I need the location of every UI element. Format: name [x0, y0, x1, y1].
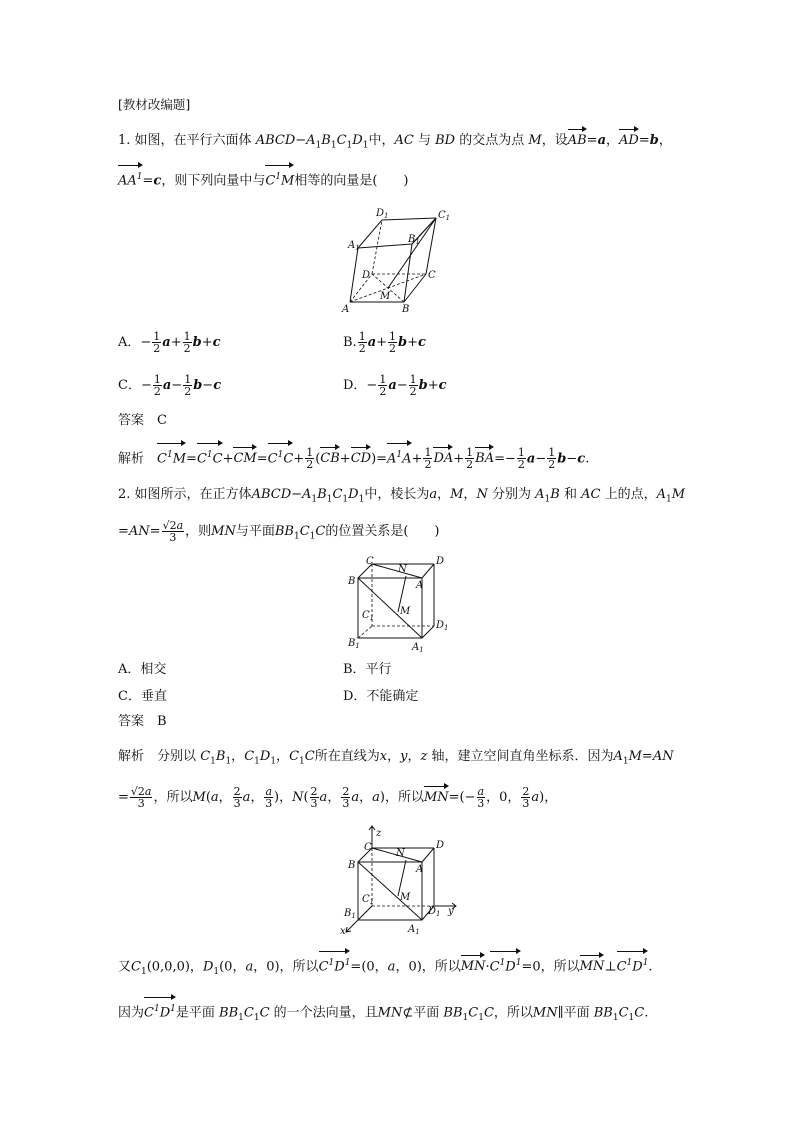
svg-text:B: B [348, 860, 356, 871]
q2-analysis-line3: 又$C_1(0,0,0)$，$D_1(0$，a，0)，所以$C^1D^1=(0$，a，0)，所以$MN\cdot C^1D^1=0$，所以$MN\perp C^1D^1$. [118, 954, 653, 981]
svg-text:A1: $A_1$ [412, 642, 424, 652]
q1-option-B[interactable]: B. $\frac{1}{2}$ a+ $\frac{1}{2}$ b+c [343, 330, 426, 355]
q1-answer-value: C [157, 413, 167, 428]
q1-stem-line2: $AA^1=c$，则下列向量中与$C^1M$相等的向量是( ) [118, 168, 409, 190]
svg-text:D: D [436, 556, 445, 567]
q2-option-A[interactable]: A．相交 [118, 662, 167, 677]
svg-text:D1: $D_1$ [376, 208, 389, 220]
svg-text:D1: $D_1$ [436, 620, 449, 632]
svg-text:M: M [400, 606, 411, 617]
q1-option-C[interactable]: C．− $\frac{1}{2}$ a− $\frac{1}{2}$ b−c [118, 373, 222, 398]
svg-text:N: N [398, 564, 407, 575]
svg-text:D: D [362, 270, 371, 281]
svg-text:x: x [340, 926, 346, 936]
q1-answer: 答案 C [118, 413, 167, 428]
parallelepiped-figure [340, 204, 460, 318]
svg-text:C: C [366, 556, 374, 567]
svg-text:N: N [396, 848, 405, 859]
svg-text:B1: $B_1$ [348, 638, 360, 650]
q2-option-B[interactable]: B．平行 [343, 662, 392, 677]
svg-text:B1: $B_1$ [408, 234, 420, 246]
svg-text:M: M [400, 892, 411, 903]
svg-text:C: C [428, 270, 436, 281]
cube-figure [346, 556, 456, 652]
q2-number: 2. [118, 487, 131, 502]
svg-text:D1: $D_1$ [428, 906, 441, 918]
cube-coordinate-figure [336, 824, 466, 936]
svg-text:B1: $B_1$ [344, 908, 356, 920]
q2-analysis-line4: 因为$C^1D^1$是平面 $BB_1C_1C$ 的一个法向量，且MN⊄平面 $BB_1C_1C$，所以MN∥平面 $BB_1C_1C$. [118, 1000, 648, 1027]
svg-text:A: A [416, 864, 424, 875]
svg-text:B: B [402, 304, 410, 315]
q1-number: 1. [118, 133, 131, 148]
section-tag: [教材改编题] [118, 97, 191, 112]
svg-text:z: z [376, 828, 382, 839]
q1-option-A[interactable]: A．− $\frac{1}{2}$ a+ $\frac{1}{2}$ b+c [118, 330, 221, 355]
q2-stem-line1: 2. 如图所示，在正方体$ABCD-A_1B_1C_1D_1$中，棱长为a，M，N 分别为 $A_1B$ 和 AC 上的点，$A_1M$ [118, 487, 686, 505]
svg-text:D: D [436, 840, 445, 851]
svg-text:A1: $A_1$ [348, 240, 360, 252]
svg-text:y: y [448, 906, 454, 917]
svg-text:C1: $C_1$ [362, 610, 375, 622]
svg-text:M: M [380, 291, 391, 302]
svg-text:B: B [348, 576, 356, 587]
svg-text:C1: $C_1$ [362, 894, 375, 906]
svg-text:A: A [416, 580, 424, 591]
q1-option-D[interactable]: D．− $\frac{1}{2}$ a− $\frac{1}{2}$ b+c [343, 373, 447, 398]
q2-stem-line2: =AN= $\frac{√2a}{3}$ ，则MN与平面$BB_1C_1C$的位置关系是( ) [118, 519, 440, 544]
q2-analysis-line2: = $\frac{√2a}{3}$ ，所以M(a， $\frac{2}{3}$ a， $\frac{a}{3}$ )，N( $\frac{2}{3}$ a， $\frac{2}{3}$ a，a)，所以MN=(− $\frac{a}{3}$ ，0， $\frac{2}{3}$ a)， [118, 785, 558, 810]
q2-option-D[interactable]: D．不能确定 [343, 689, 419, 704]
q2-answer-value: B [157, 714, 167, 729]
label-A: A [342, 304, 350, 315]
svg-text:C: C [364, 842, 372, 853]
svg-text:A1: $A_1$ [408, 924, 420, 936]
q1-stem-line1: 1. 如图，在平行六面体 $ABCD-A_1B_1C_1D_1$中，AC 与 BD 的交点为点 M，设AB=a，AD=b， [118, 133, 672, 151]
q2-answer: 答案 B [118, 714, 167, 729]
svg-text:C1: $C_1$ [438, 210, 451, 222]
q1-analysis: 解析 $C^1M=C^1C+CM=C^1C+$ $\frac{1}{2}$ $(CB+CD)=A^1A+$ $\frac{1}{2}$ DA+ $\frac{1}{2}$ BA=− $\frac{1}{2}$ a− $\frac{1}{2}$ b−c. [118, 446, 590, 472]
q2-option-C[interactable]: C．垂直 [118, 689, 167, 704]
q2-analysis-line1: 解析 分别以 $C_1B_1$，$C_1D_1$，$C_1C$所在直线为x，y，z 轴，建立空间直角坐标系．因为$A_1M=AN$ [118, 749, 674, 767]
